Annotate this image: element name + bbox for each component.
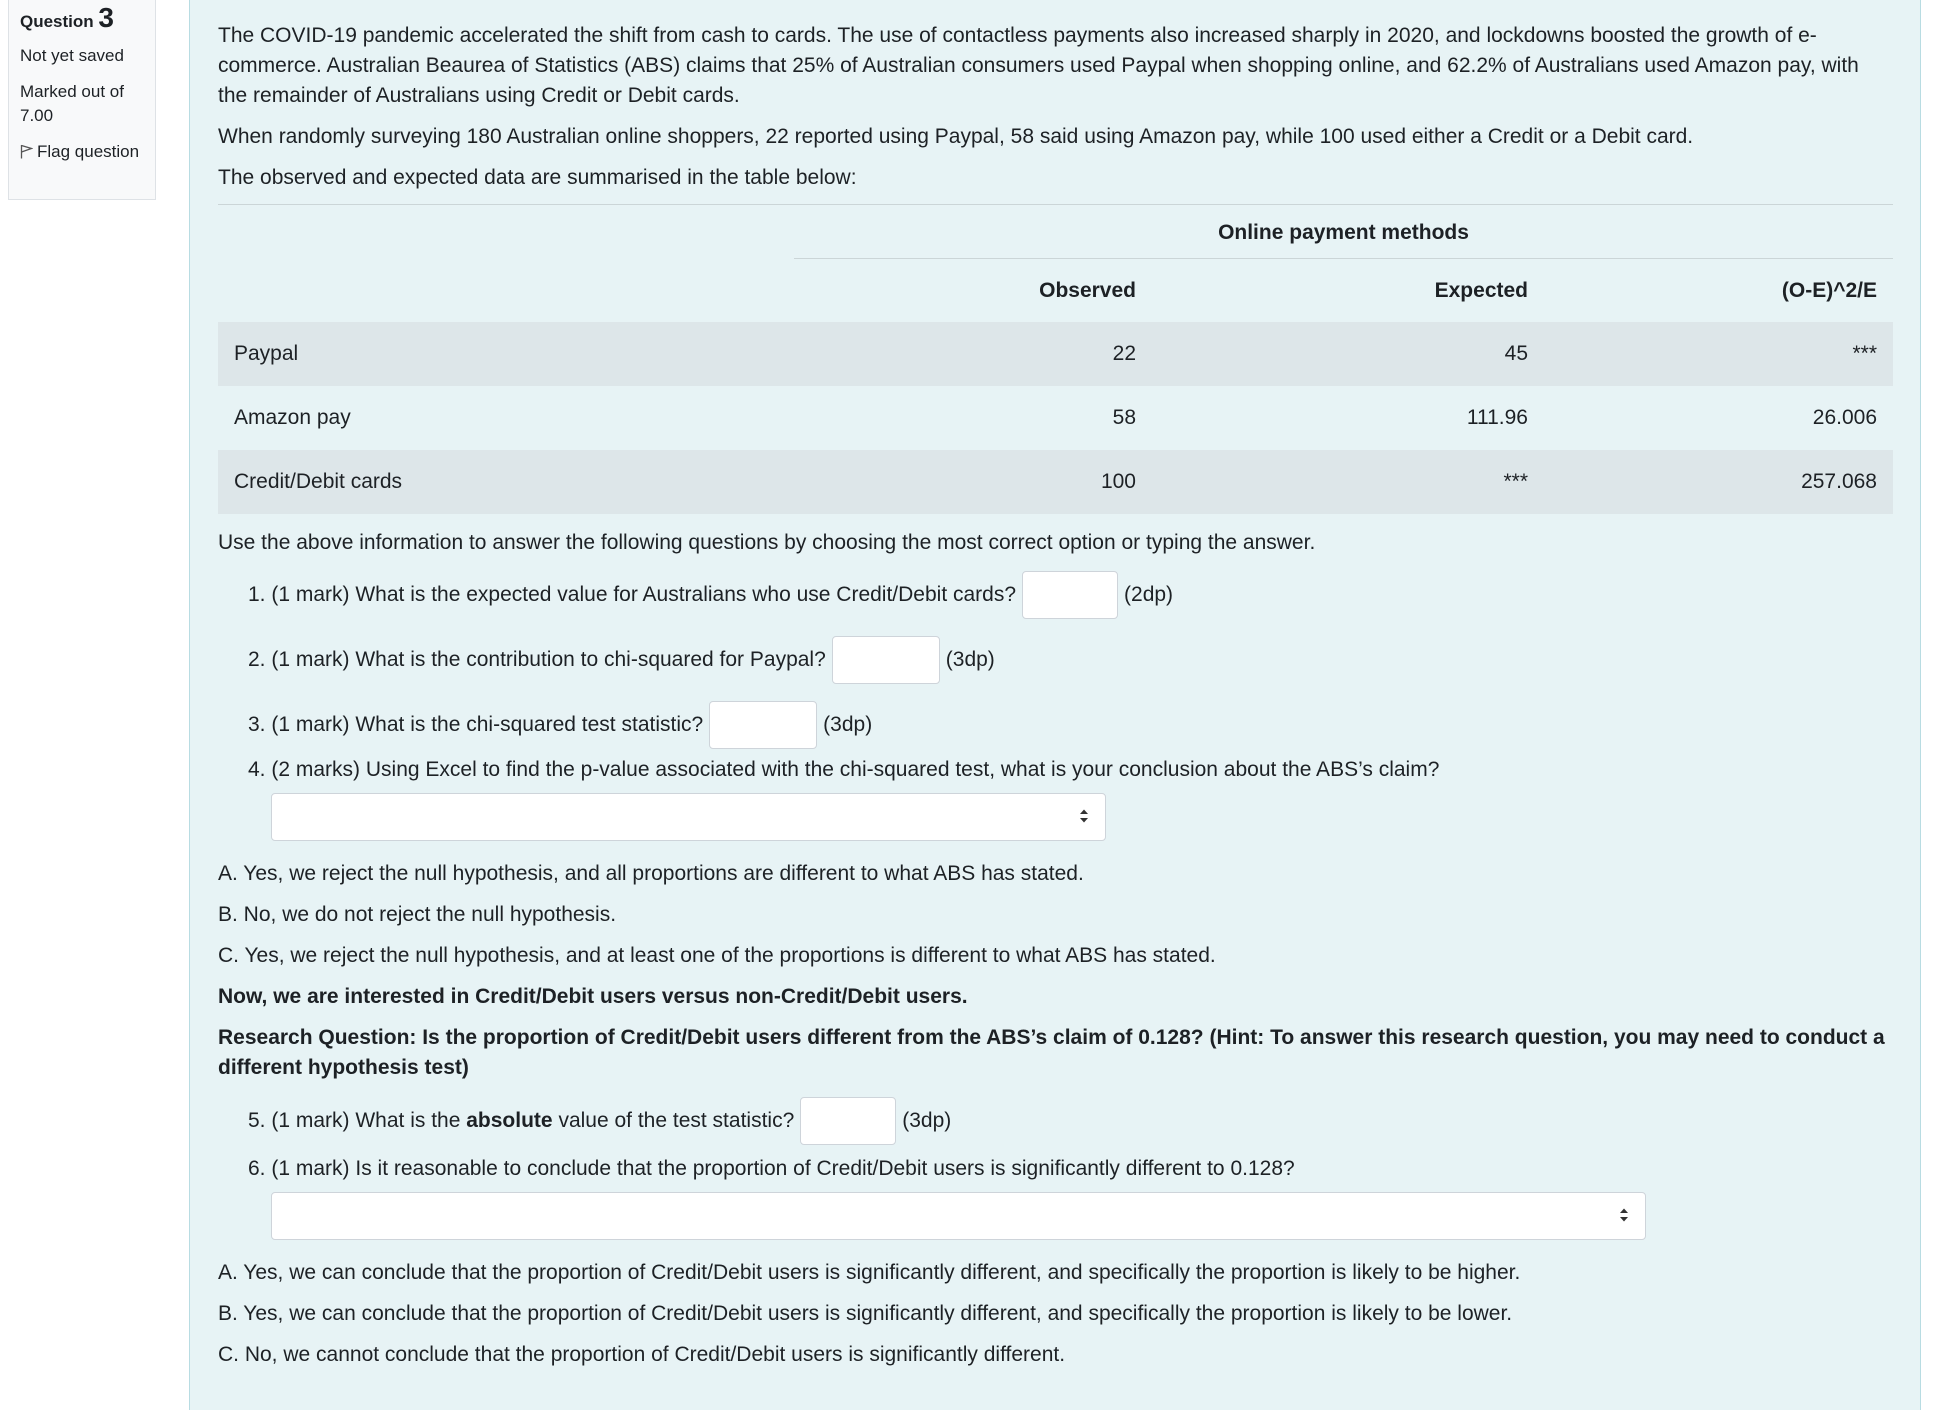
question-1-answer-input[interactable] [1022,571,1118,619]
question-state: Not yet saved [20,46,124,65]
question-label: Question [20,12,94,31]
table-header-contribution: (O-E)^2/E [1781,278,1877,302]
table-cell: Paypal [234,342,299,365]
question-info-panel [8,0,156,200]
question-1 [248,569,1893,621]
question-2-answer-input[interactable] [832,636,940,684]
question-6-prompt [248,1154,1893,1184]
question-3-number: 3. [248,713,266,736]
table-row [218,386,1893,450]
intro-paragraph-1: The COVID-19 pandemic accelerated the shift from cash to cards. The use of contactless payments also increased sharply in 2020, and lockdowns boosted the growth of e-commerce. Australian Beaurea of Statistics (ABS) claims that 25% of Australian consumers used Paypal when shopping online, and 62.2% of Australians used Amazon pay, with the remainder of Australians using Credit or Debit cards. [218,24,1859,107]
intro-paragraph-3: The observed and expected data are summarised in the table below: [218,166,857,189]
table-group-header: Online payment methods [794,205,1893,259]
table-cell: *** [1852,342,1877,365]
question-5 [248,1095,1893,1147]
table-row [218,450,1893,514]
question-3-suffix: (3dp) [823,713,873,736]
questions-section [218,528,1893,1370]
flag-question-link[interactable] [20,140,144,164]
question-5-suffix: (3dp) [902,1109,952,1132]
table-cell: 111.96 [1466,406,1528,429]
table-header-row [218,259,1893,322]
question-5-text-after: value of the test statistic? [558,1109,795,1132]
flag-question-label: Flag question [37,142,140,161]
question-6-option-b: B. Yes, we can conclude that the proportion of Credit/Debit users is significantly different, and specifically the proportion is likely to be lower. [218,1302,1513,1325]
question-4-number: 4. [248,758,266,781]
question-4 [248,755,1893,841]
question-6 [248,1154,1893,1240]
select-updown-icon [1619,1207,1629,1223]
table-header-expected: Expected [1434,278,1528,302]
question-number-heading [20,2,144,34]
table-cell: *** [1503,470,1528,493]
table-cell: Credit/Debit cards [234,470,403,493]
question-3-text: (1 mark) What is the chi-squared test statistic? [271,713,704,736]
section-heading: Now, we are interested in Credit/Debit users versus non-Credit/Debit users. [218,985,968,1008]
table-cell: 45 [1504,342,1528,365]
table-row [218,322,1893,386]
question-6-option-c: C. No, we cannot conclude that the proportion of Credit/Debit users is significantly different. [218,1343,1066,1366]
questions-intro: Use the above information to answer the following questions by choosing the most correct option or typing the answer. [218,531,1316,554]
question-3-answer-input[interactable] [709,701,817,749]
question-grade: Marked out of 7.00 [20,82,124,125]
question-1-suffix: (2dp) [1124,583,1174,606]
research-question: Research Question: Is the proportion of Credit/Debit users different from the ABS’s claim of 0.128? (Hint: To answer this research question, you may need to conduct a different hypothesis test) [218,1026,1885,1079]
question-2-number: 2. [248,648,266,671]
question-5-answer-input[interactable] [800,1097,896,1145]
question-6-number: 6. [248,1157,266,1180]
observed-expected-table [218,259,1893,514]
table-cell: 58 [1112,406,1136,429]
question-1-number: 1. [248,583,266,606]
question-number: 3 [98,2,114,33]
question-6-option-a: A. Yes, we can conclude that the proportion of Credit/Debit users is significantly different, and specifically the proportion is likely to be higher. [218,1261,1521,1284]
question-4-prompt [248,755,1893,785]
question-4-option-c: C. Yes, we reject the null hypothesis, and at least one of the proportions is different to what ABS has stated. [218,944,1216,967]
question-5-number: 5. [248,1109,266,1132]
question-2-suffix: (3dp) [945,648,995,671]
question-2-text: (1 mark) What is the contribution to chi-squared for Paypal? [271,648,826,671]
table-cell: Amazon pay [234,406,351,429]
table-group-header-row [218,205,1893,259]
question-1-text: (1 mark) What is the expected value for Australians who use Credit/Debit cards? [271,583,1017,606]
question-3 [248,699,1893,751]
table-cell: 26.006 [1812,406,1877,429]
table-cell: 22 [1112,342,1136,365]
data-table-wrapper [218,204,1893,514]
table-header-observed: Observed [1039,278,1136,302]
question-content [189,0,1921,1410]
table-cell: 257.068 [1801,470,1877,493]
question-5-text-before: (1 mark) What is the [271,1109,461,1132]
flag-icon [20,144,33,159]
question-6-select[interactable] [271,1192,1646,1240]
question-4-option-b: B. No, we do not reject the null hypothesis. [218,903,617,926]
question-5-text-bold: absolute [466,1109,553,1132]
question-4-select[interactable] [271,793,1106,841]
intro-paragraph-2: When randomly surveying 180 Australian online shoppers, 22 reported using Paypal, 58 said using Amazon pay, while 100 used either a Credit or a Debit card. [218,125,1694,148]
table-header-blank [218,259,770,322]
select-updown-icon [1079,808,1089,824]
question-4-text: (2 marks) Using Excel to find the p-value associated with the chi-squared test, what is your conclusion about the ABS’s claim? [271,758,1440,781]
table-cell: 100 [1100,470,1136,493]
question-4-option-a: A. Yes, we reject the null hypothesis, and all proportions are different to what ABS has stated. [218,862,1084,885]
question-2 [248,634,1893,686]
question-6-text: (1 mark) Is it reasonable to conclude that the proportion of Credit/Debit users is significantly different to 0.128? [271,1157,1295,1180]
